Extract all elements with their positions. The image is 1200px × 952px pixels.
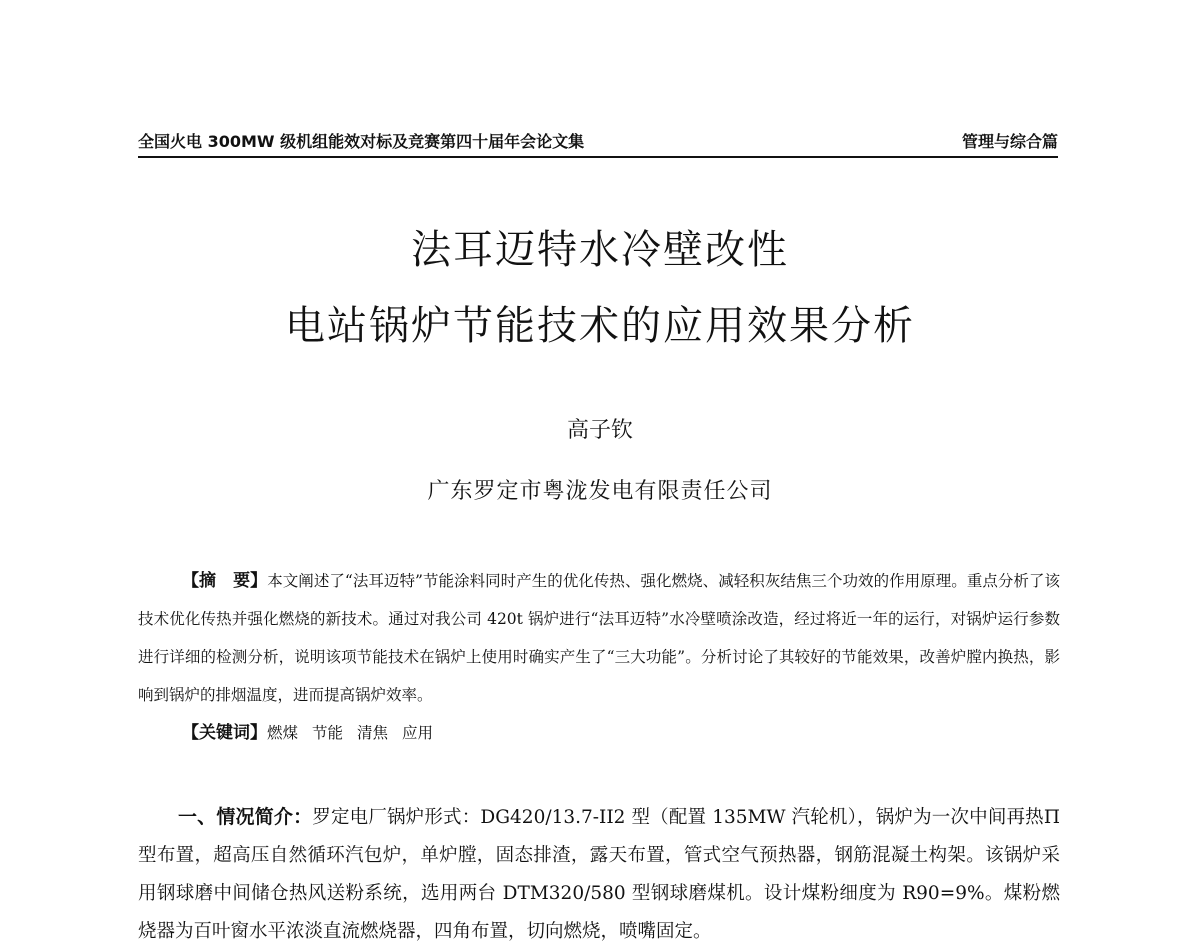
section-1-text: 罗定电厂锅炉形式：DG420/13.7-II2 型（配置 135MW 汽轮机），锅炉为一次中间再热Π型布置，超高压自然循环汽包炉，单炉膛，固态排渣，露天布置，管式空气预热器，钢筋混凝土构架。该锅炉采用钢球磨中间储仓热风送粉系统，选用两台 DTM320/580 型钢球磨煤机。设计煤粉细度为 R90=9%。煤粉燃烧器为百叶窗水平浓淡直流燃烧器，四角布置，切向燃烧，喷嘴固定。 — [138, 807, 1060, 942]
author-affiliation: 广东罗定市粤泷发电有限责任公司 — [427, 479, 773, 504]
abstract-text: 本文阐述了“法耳迈特”节能涂料同时产生的优化传热、强化燃烧、减轻积灰结焦三个功效的作用原理。重点分析了该技术优化传热并强化燃烧的新技术。通过对我公司 420t 锅炉进行“法耳迈特”水冷壁喷涂改造，经过将近一年的运行，对锅炉运行参数进行详细的检测分析，说明该项节能技术在锅炉上使用时确实产生了“三大功能”。分析讨论了其较好的节能效果，改善炉膛内换热，影响到锅炉的排烟温度，进而提高锅炉效率。 — [138, 572, 1061, 704]
abstract-paragraph — [138, 562, 1060, 714]
abstract-label: 【摘 要】 — [182, 571, 268, 591]
keywords-label: 【关键词】 — [182, 723, 267, 743]
paper-title-line-1: 法耳迈特水冷壁改性 — [411, 227, 789, 273]
keyword-item: 燃煤 — [267, 724, 299, 742]
keywords-line — [182, 714, 1060, 752]
section-1-paragraph — [138, 798, 1060, 951]
paper-title-line-2: 电站锅炉节能技术的应用效果分析 — [285, 303, 915, 349]
keyword-item: 清焦 — [357, 724, 389, 742]
running-header — [138, 128, 1058, 158]
section-1-heading: 一、情况简介： — [178, 806, 313, 828]
author-name: 高子钦 — [566, 418, 633, 443]
header-proceedings-title: 全国火电 300MW 级机组能效对标及竞赛第四十届年会论文集 — [138, 132, 585, 151]
header-section-name: 管理与综合篇 — [961, 132, 1058, 151]
keyword-item: 节能 — [312, 724, 344, 742]
keyword-item: 应用 — [402, 724, 434, 742]
